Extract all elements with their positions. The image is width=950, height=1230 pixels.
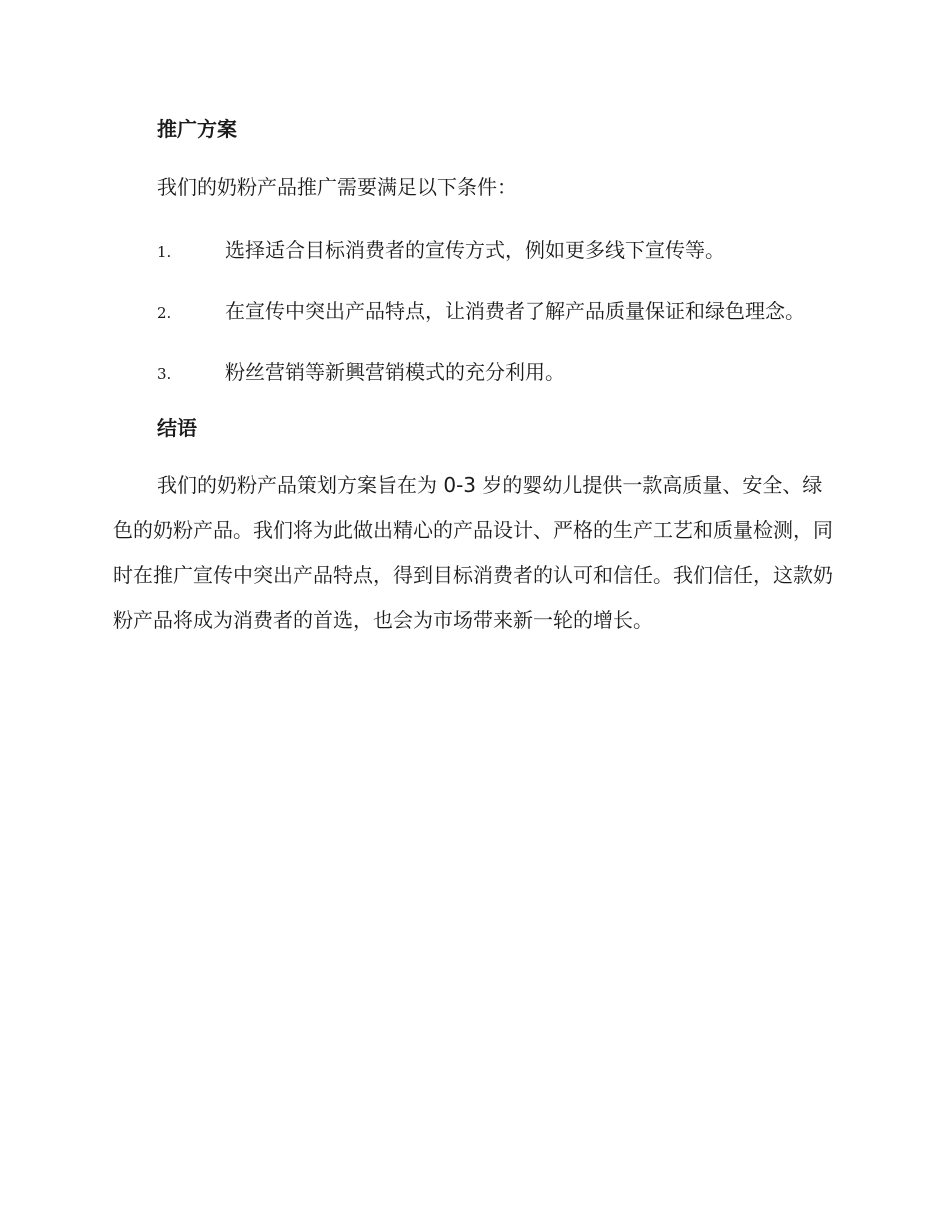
- section-heading-promotion: 推广方案: [157, 117, 237, 141]
- promotion-intro: 我们的奶粉产品推广需要满足以下条件：: [157, 175, 517, 199]
- list-number: 1.: [157, 243, 172, 261]
- list-item: [113, 289, 835, 336]
- list-item-text: 粉丝营销等新興营销模式的充分利用。: [225, 360, 565, 384]
- list-item-text: 在宣传中突出产品特点，让消费者了解产品质量保证和绿色理念。: [225, 299, 805, 323]
- list-item: [113, 350, 835, 397]
- section-heading-conclusion: 结语: [157, 416, 197, 440]
- document-content: [113, 112, 835, 667]
- list-number: 3.: [157, 365, 172, 383]
- list-item-text: 选择适合目标消费者的宣传方式，例如更多线下宣传等。: [225, 238, 725, 262]
- list-item: [113, 228, 835, 275]
- conclusion-body: 我们的奶粉产品策划方案旨在为 0-3 岁的婴幼儿提供一款高质量、安全、绿色的奶粉产品。我们将为此做出精心的产品设计、严格的生产工艺和质量检测，同时在推广宣传中突出产品特点，得到目标消费者的认可和信任。我们信任，这款奶粉产品将成为消费者的首选，也会为市场带来新一轮的增长。: [113, 473, 833, 632]
- promotion-list: [113, 228, 835, 397]
- list-number: 2.: [157, 304, 172, 322]
